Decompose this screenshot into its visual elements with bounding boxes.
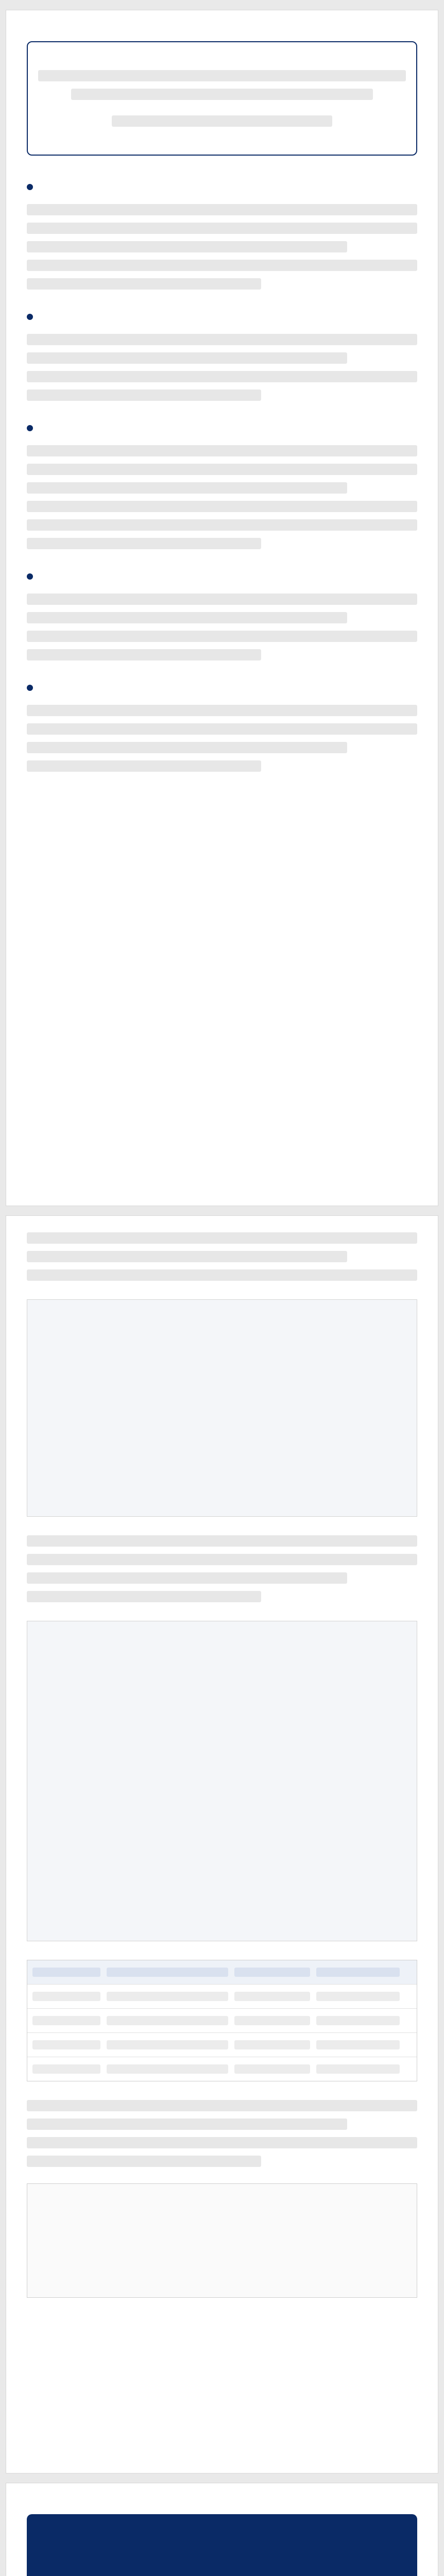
placeholder-line bbox=[27, 705, 417, 716]
placeholder-line bbox=[27, 482, 347, 494]
placeholder-line bbox=[27, 649, 261, 660]
placeholder-line bbox=[27, 334, 417, 345]
summary-page bbox=[6, 10, 438, 1206]
placeholder-line bbox=[27, 389, 261, 401]
summary-paragraph bbox=[27, 677, 417, 772]
table-cell bbox=[107, 1992, 228, 2001]
table-cell bbox=[32, 2040, 100, 2049]
placeholder-line bbox=[27, 1554, 417, 1565]
placeholder-line bbox=[27, 352, 347, 364]
summary-paragraph bbox=[27, 306, 417, 401]
table-cell bbox=[316, 2016, 400, 2025]
table-cell bbox=[107, 2040, 228, 2049]
table-cell bbox=[234, 2016, 310, 2025]
table-cell bbox=[107, 1968, 228, 1977]
placeholder-line bbox=[38, 70, 406, 81]
placeholder-line bbox=[27, 519, 417, 531]
placeholder-line bbox=[27, 1535, 417, 1547]
table-cell bbox=[234, 1992, 310, 2001]
table-cell bbox=[234, 2040, 310, 2049]
placeholder-line bbox=[27, 278, 261, 290]
placeholder-line bbox=[27, 260, 417, 271]
table-row bbox=[27, 1985, 417, 2009]
table-cell bbox=[234, 1968, 310, 1977]
placeholder-line bbox=[27, 742, 347, 753]
placeholder-line bbox=[27, 1251, 347, 1262]
figure-placeholder bbox=[27, 1621, 417, 1941]
bullet-icon bbox=[27, 685, 33, 691]
placeholder-line bbox=[27, 612, 347, 623]
placeholder-line bbox=[27, 631, 417, 642]
placeholder-line bbox=[27, 538, 261, 549]
table-row bbox=[27, 2033, 417, 2057]
detail-paragraph bbox=[27, 1232, 417, 1281]
bullet-icon bbox=[27, 184, 33, 190]
table-cell bbox=[32, 2016, 100, 2025]
placeholder-line bbox=[27, 445, 417, 456]
placeholder-line bbox=[71, 89, 372, 100]
detail-paragraph bbox=[27, 1535, 417, 1602]
banner-placeholder bbox=[27, 2514, 417, 2576]
map-page bbox=[6, 2483, 438, 2576]
table-cell bbox=[32, 2064, 100, 2074]
page-title-placeholder bbox=[38, 70, 406, 100]
subtitle-placeholder bbox=[38, 115, 406, 127]
placeholder-line bbox=[27, 204, 417, 215]
summary-paragraph bbox=[27, 417, 417, 549]
placeholder-line bbox=[112, 115, 332, 127]
table-cell bbox=[234, 2064, 310, 2074]
figure-placeholder bbox=[27, 1299, 417, 1517]
table-cell bbox=[32, 1968, 100, 1977]
bullet-icon bbox=[27, 425, 33, 431]
summary-paragraph bbox=[27, 176, 417, 290]
placeholder-line bbox=[27, 1591, 261, 1602]
placeholder-line bbox=[27, 2156, 261, 2167]
table-row bbox=[27, 2009, 417, 2033]
placeholder-line bbox=[27, 371, 417, 382]
placeholder-line bbox=[27, 2119, 347, 2130]
placeholder-line bbox=[27, 223, 417, 234]
placeholder-line bbox=[27, 594, 417, 605]
table-cell bbox=[107, 2064, 228, 2074]
table-cell bbox=[316, 2064, 400, 2074]
summary-paragraph bbox=[27, 566, 417, 660]
table-cell bbox=[107, 2016, 228, 2025]
footer-box-placeholder bbox=[27, 2183, 417, 2298]
placeholder-line bbox=[27, 1269, 417, 1281]
placeholder-line bbox=[27, 2100, 417, 2111]
placeholder-line bbox=[27, 2137, 417, 2148]
placeholder-line bbox=[27, 723, 417, 735]
table-cell bbox=[316, 2040, 400, 2049]
detail-page bbox=[6, 1216, 438, 2473]
placeholder-line bbox=[27, 241, 347, 252]
table-row bbox=[27, 2057, 417, 2081]
detail-paragraph bbox=[27, 2100, 417, 2167]
data-table-placeholder bbox=[27, 1960, 417, 2081]
table-cell bbox=[316, 1968, 400, 1977]
placeholder-line bbox=[27, 1232, 417, 1244]
bullet-icon bbox=[27, 314, 33, 320]
table-cell bbox=[316, 1992, 400, 2001]
bullet-icon bbox=[27, 573, 33, 580]
table-header-row bbox=[27, 1960, 417, 1985]
placeholder-line bbox=[27, 501, 417, 512]
placeholder-line bbox=[27, 464, 417, 475]
placeholder-line bbox=[27, 1572, 347, 1584]
title-box bbox=[27, 41, 417, 156]
placeholder-line bbox=[27, 760, 261, 772]
table-cell bbox=[32, 1992, 100, 2001]
